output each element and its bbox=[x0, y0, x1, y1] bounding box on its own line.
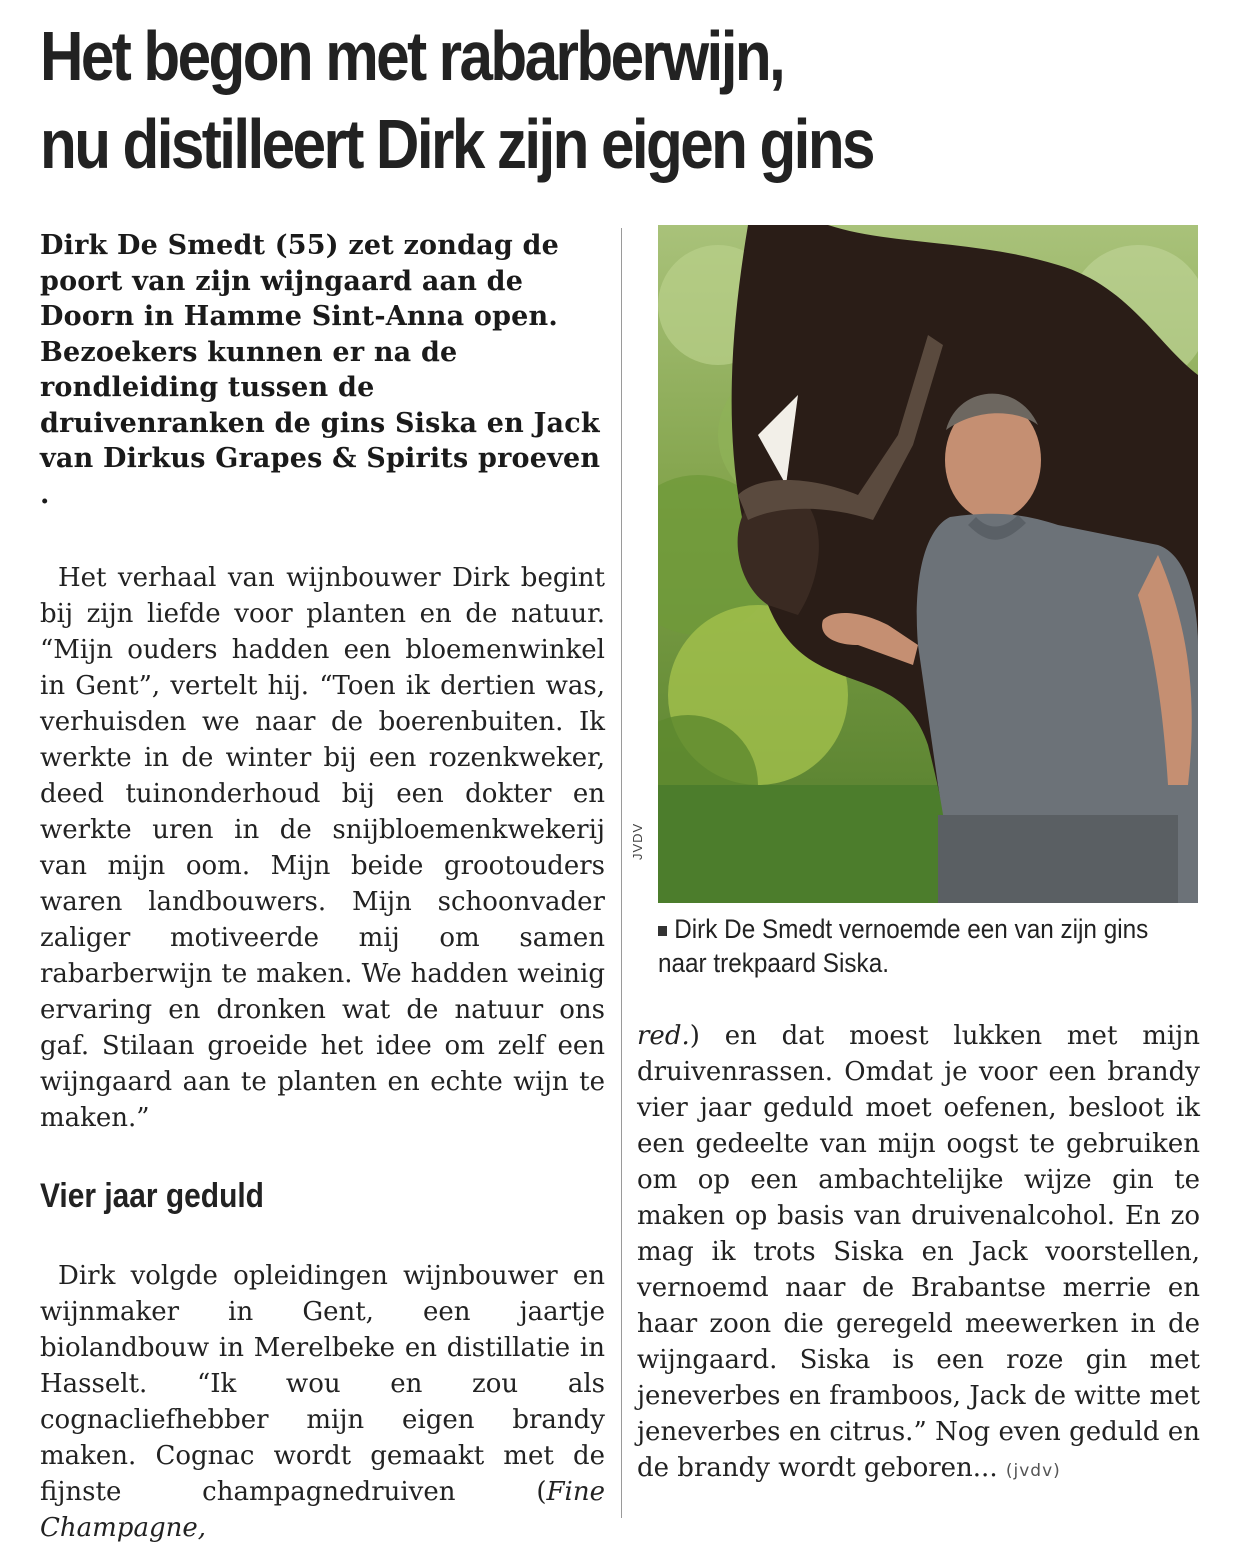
lead-paragraph: Dirk De Smedt (55) zet zondag de poort van zijn wijngaard aan de Doorn in Hamme Sint-Anna open. Bezoekers kunnen er na de rondleiding tussen de druivenranken de gins Siska en Jack van Dirkus Grapes & Spirits proeven . bbox=[40, 230, 601, 510]
headline-line-1: Het begon met rabarberwijn, bbox=[40, 17, 784, 95]
left-column bbox=[40, 228, 605, 1546]
body-paragraph-3-text: ) en dat moest lukken met mijn druivenrassen. Omdat je voor een brandy vier jaar geduld moet oefenen, besloot ik een gedeelte van mijn oogst te gebruiken om op een ambachtelijke wijze gin te maken op basis van druivenalcohol. En zo mag ik trots Siska en Jack voorstellen, vernoemd naar de Brabantse merrie en haar zoon die geregeld meewerken in de wijngaard. Siska is een roze gin met jeneverbes en framboos, Jack de witte met jeneverbes en citrus.” Nog even geduld en de brandy wordt geboren... bbox=[637, 1021, 1200, 1483]
body-paragraph-2-italic: Fine Champagne, bbox=[40, 1477, 605, 1543]
body-paragraph-3 bbox=[637, 1018, 1200, 1489]
caption-bullet-icon bbox=[658, 926, 667, 936]
subheading: Vier jaar geduld bbox=[40, 1177, 264, 1215]
photo-caption bbox=[658, 912, 1162, 980]
body-paragraph-1: Het verhaal van wijnbouwer Dirk begint bij zijn liefde voor planten en de natuur. “Mijn ouders hadden een bloemenwinkel in Gent”, vertelt hij. “Toen ik dertien was, verhuisden we naar de boerenbuiten. Ik werkte in de winter bij een rozenkweker, deed tuinonderhoud bij een dokter en werkte uren in de snijbloemenkwekerij van mijn oom. Mijn beide grootouders waren landbouwers. Mijn schoonvader zaliger motiveerde mij om samen rabarberwijn te maken. We hadden weinig ervaring en dronken wat de natuur ons gaf. Stilaan groeide het idee om zelf een wijngaard aan te planten en echte wijn te maken.” bbox=[40, 563, 605, 1133]
headline bbox=[40, 12, 1055, 188]
photo-credit: JVDV bbox=[630, 822, 645, 860]
photo-illustration bbox=[658, 225, 1198, 903]
right-column bbox=[637, 1018, 1200, 1489]
body-paragraph-3-italic: red. bbox=[637, 1021, 690, 1051]
column-divider bbox=[621, 228, 622, 1518]
photo-caption-text: Dirk De Smedt vernoemde een van zijn gins naar trekpaard Siska. bbox=[658, 914, 1149, 978]
body-paragraph-2 bbox=[40, 1258, 605, 1546]
article-photo bbox=[658, 225, 1198, 903]
author-signature: (jvdv) bbox=[1005, 1461, 1061, 1481]
body-paragraph-2-text: Dirk volgde opleidingen wijnbouwer en wijnmaker in Gent, een jaartje biolandbouw in Merelbeke en distillatie in Hasselt. “Ik wou en zou als cognacliefhebber mijn eigen brandy maken. Cognac wordt gemaakt met de fijnste champagnedruiven ( bbox=[40, 1261, 605, 1507]
headline-line-2: nu distilleert Dirk zijn eigen gins bbox=[40, 105, 873, 183]
